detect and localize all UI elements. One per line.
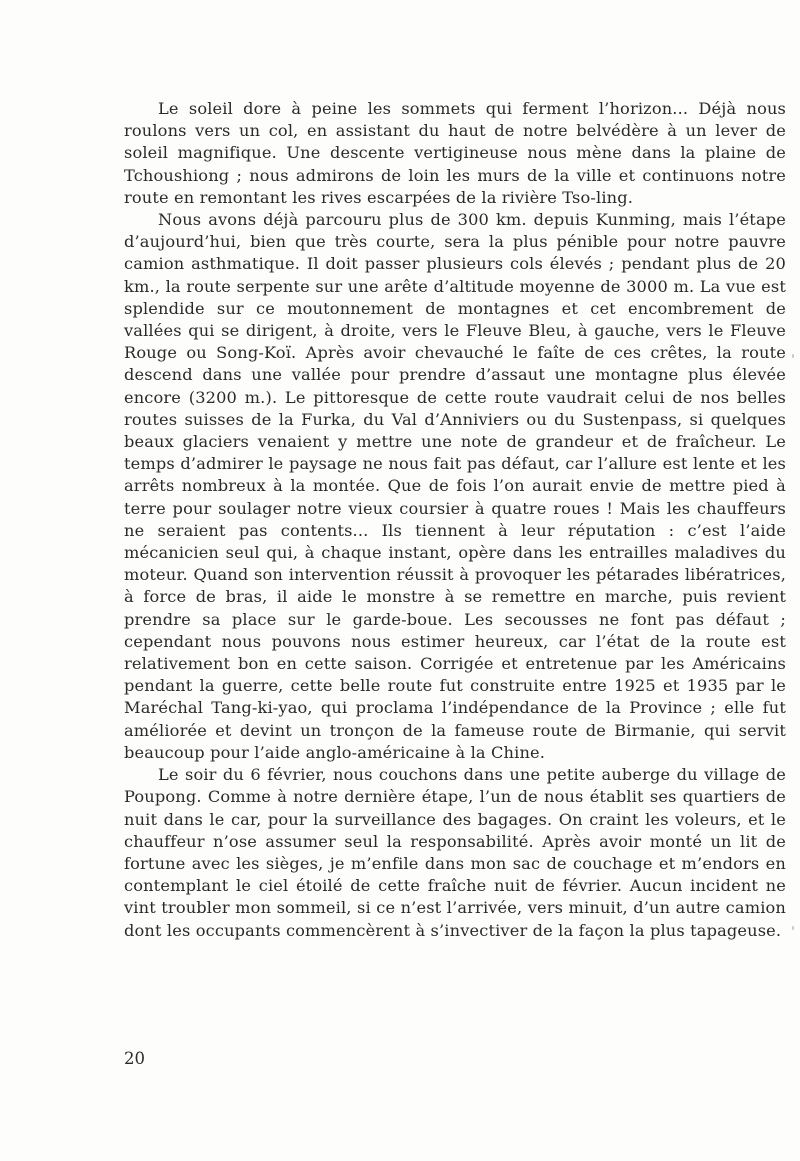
paragraph-2: Nous avons déjà parcouru plus de 300 km. depuis Kunming, mais l’étape d’aujourd’hui, bien que très courte, sera la plus pénible pour notre pauvre camion asthmatique. Il doit passer plusieurs cols élevés ; pendant plus de 20 km., la route serpente sur une arête d’altitude moyenne de 3000 m. La vue est splendide sur ce moutonnement de montagnes et cet encombrement de vallées qui se dirigent, à droite, vers le Fleuve Bleu, à gauche, vers le Fleuve Rouge ou Song-Koï. Après avoir chevauché le faîte de ces crêtes, la route descend dans une vallée pour prendre d’assaut une montagne plus élevée encore (3200 m.). Le pittoresque de cette route vaudrait celui de nos belles routes suisses de la Furka, du Val d’Anniviers ou du Sustenpass, si quelques beaux glaciers venaient y mettre une note de grandeur et de fraîcheur. Le temps d’admirer le paysage ne nous fait pas défaut, car l’allure est lente et les arrêts nombreux à la montée. Que de fois l’on aurait envie de mettre pied à terre pour soulager notre vieux coursier à quatre roues ! Mais les chauffeurs ne seraient pas contents... Ils tiennent à leur réputation : c’est l’aide mécanicien seul qui, à chaque instant, opère dans les entrailles maladives du moteur. Quand son intervention réussit à provoquer les pétarades libératrices, à force de bras, il aide le monstre à se remettre en marche, puis revient prendre sa place sur le garde-boue. Les secousses ne font pas défaut ; cependant nous pouvons nous estimer heureux, car l’état de la route est relativement bon en cette saison. Corrigée et entretenue par les Américains pendant la guerre, cette belle route fut construite entre 1925 et 1935 par le Maréchal Tang-ki-yao, qui proclama l’indépendance de la Province ; elle fut améliorée et devint un tronçon de la fameuse route de Birmanie, qui servit beaucoup pour l’aide anglo-américaine à la Chine. — [124, 210, 786, 762]
body-text — [124, 98, 786, 942]
page-number: 20 — [124, 1049, 145, 1068]
paragraph-1: Le soleil dore à peine les sommets qui ferment l’horizon... Déjà nous roulons vers un col, en assistant du haut de notre belvédère à un lever de soleil magnifique. Une descente vertigineuse nous mène dans la plaine de Tchoushiong ; nous admirons de loin les murs de la ville et continuons notre route en remontant les rives escarpées de la rivière Tso-ling. — [124, 99, 786, 207]
paragraph-3: Le soir du 6 février, nous couchons dans une petite auberge du village de Poupong. Comme à notre dernière étape, l’un de nous établit ses quartiers de nuit dans le car, pour la surveillance des bagages. On craint les voleurs, et le chauffeur n’ose assumer seul la responsabilité. Après avoir monté un lit de fortune avec les sièges, je m’enfile dans mon sac de couchage et m’endors en contemplant le ciel étoilé de cette fraîche nuit de février. Aucun incident ne vint troubler mon sommeil, si ce n’est l’arrivée, vers minuit, d’un autre camion dont les occupants commencèrent à s’invectiver de la façon la plus tapageuse. — [124, 765, 786, 940]
margin-speck — [792, 354, 794, 358]
margin-speck — [792, 926, 794, 930]
